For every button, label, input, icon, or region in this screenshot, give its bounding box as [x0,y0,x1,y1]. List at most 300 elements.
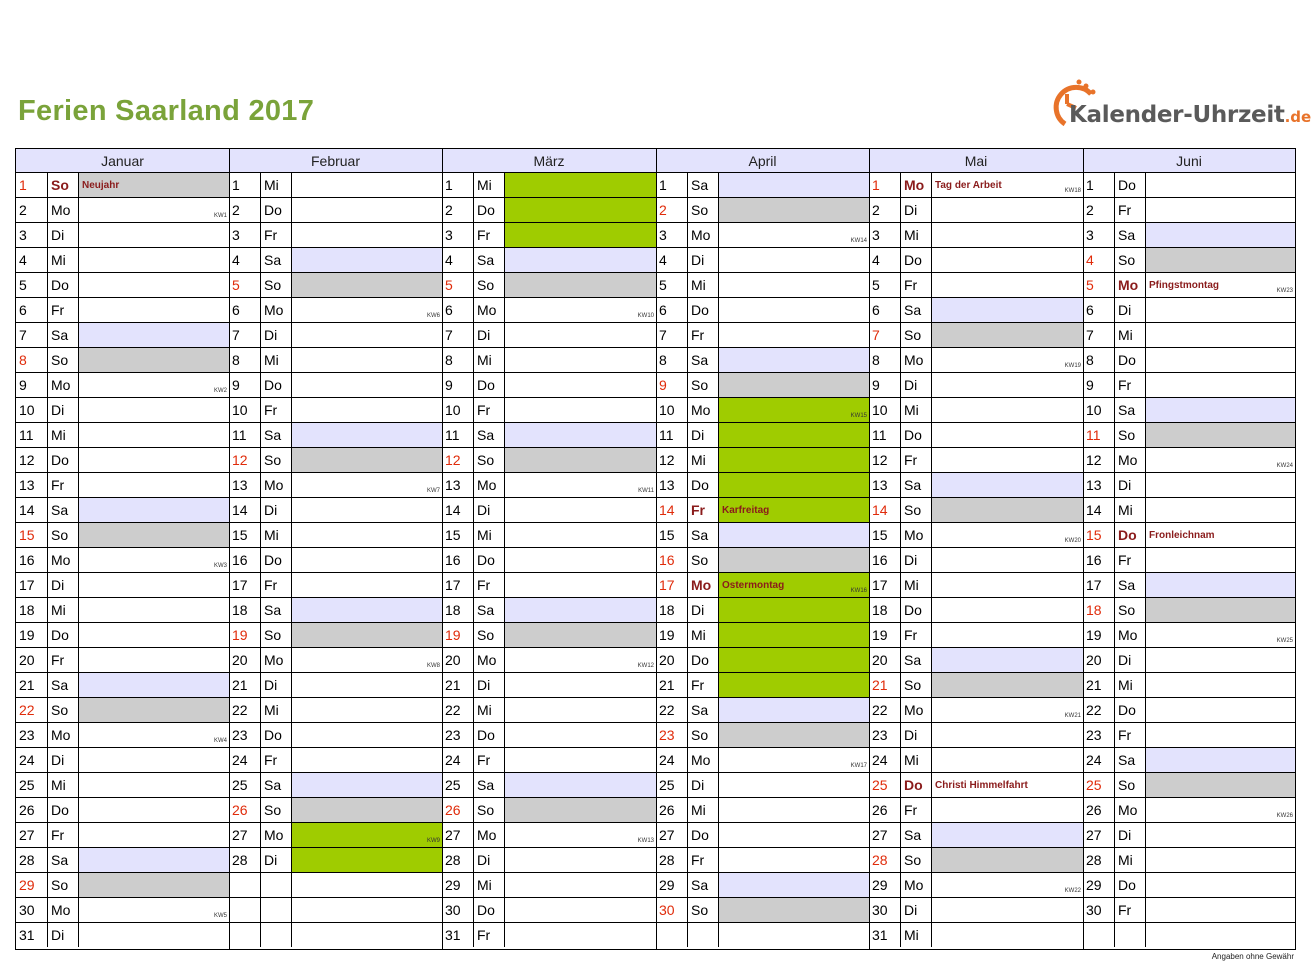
day-note [931,923,1083,947]
day-number: 15 [659,527,675,543]
weekday: Mo [900,173,931,197]
day-note [1145,473,1295,497]
weekday: Mi [900,748,931,772]
calendar-week-label: KW17 [850,763,867,769]
day-number: 5 [19,277,27,293]
day-note [1145,698,1295,722]
day-row [16,423,229,448]
weekday: Mo [1114,798,1145,822]
weekday: Mo [473,473,504,497]
day-row [16,273,229,298]
day-number: 4 [872,252,880,268]
day-note [291,623,442,647]
weekday: Fr [473,748,504,772]
day-note [718,573,869,597]
day-note [1145,423,1295,447]
day-number: 9 [232,377,240,393]
day-row [656,448,869,473]
day-number: 22 [872,702,888,718]
day-number: 24 [659,752,675,768]
day-note [931,198,1083,222]
day-number: 18 [872,602,888,618]
weekday: Di [260,498,291,522]
weekday: Fr [47,648,78,672]
calendar-week-label: KW9 [426,838,440,844]
day-row [229,573,442,598]
day-row [229,548,442,573]
day-note [1145,598,1295,622]
calendar-week-label: KW6 [426,313,440,319]
weekday [1114,923,1145,947]
day-number: 10 [659,402,675,418]
weekday: Do [47,798,78,822]
day-note [931,373,1083,397]
day-note [1145,623,1295,647]
weekday: Mi [473,348,504,372]
weekday: Do [260,198,291,222]
day-row [229,798,442,823]
day-number: 24 [445,752,461,768]
day-number: 28 [19,852,35,868]
day-number: 12 [659,452,675,468]
day-row [229,673,442,698]
day-number: 13 [872,477,888,493]
day-number: 29 [1086,877,1102,893]
day-number: 6 [232,302,240,318]
day-number: 23 [232,727,248,743]
day-row [1083,548,1295,573]
day-row [16,773,229,798]
day-number: 19 [232,627,248,643]
day-note [1145,223,1295,247]
day-note [291,798,442,822]
weekday: Mi [473,173,504,197]
day-row [1083,198,1295,223]
day-row [16,648,229,673]
day-number: 7 [1086,327,1094,343]
day-note [504,873,656,897]
weekday: Mi [260,523,291,547]
day-note [1145,873,1295,897]
day-row [16,498,229,523]
day-row [442,548,656,573]
day-row [229,323,442,348]
weekday: So [260,623,291,647]
day-note [931,623,1083,647]
weekday: Sa [473,598,504,622]
day-note [931,523,1083,547]
weekday: Di [1114,648,1145,672]
weekday: So [1114,598,1145,622]
weekday: So [1114,248,1145,272]
day-note [78,423,229,447]
day-row [16,898,229,923]
weekday: Fr [687,323,718,347]
day-note [291,648,442,672]
day-note [931,573,1083,597]
day-row [16,198,229,223]
day-note [78,598,229,622]
day-number: 24 [19,752,35,768]
day-number: 2 [232,202,240,218]
day-note [504,773,656,797]
weekday: So [473,273,504,297]
day-number: 22 [19,702,35,718]
month-header: Mai [869,149,1083,173]
weekday: Sa [900,298,931,322]
day-row [229,398,442,423]
weekday: Di [47,398,78,422]
day-note [931,448,1083,472]
weekday: Di [900,373,931,397]
month-header: Januar [16,149,229,173]
day-row [1083,673,1295,698]
day-number: 6 [445,302,453,318]
day-row [16,673,229,698]
weekday: Fr [1114,198,1145,222]
day-note [1145,548,1295,572]
day-note [931,673,1083,697]
day-note [1145,723,1295,747]
weekday: Mi [260,698,291,722]
day-row [869,173,1083,198]
day-row [442,823,656,848]
day-row [1083,723,1295,748]
day-number [229,923,260,947]
day-row [229,223,442,248]
day-number: 2 [659,202,667,218]
weekday: Di [687,598,718,622]
day-row [16,723,229,748]
day-row [656,548,869,573]
weekday: So [1114,773,1145,797]
calendar-week-label: KW24 [1276,463,1293,469]
day-number: 21 [872,677,888,693]
day-number: 27 [19,827,35,843]
weekday: Mi [473,698,504,722]
day-note [1145,273,1295,297]
day-note [931,898,1083,922]
weekday: Mi [473,523,504,547]
day-number: 30 [659,902,675,918]
day-number: 12 [445,452,461,468]
day-number: 5 [232,277,240,293]
day-row [16,698,229,723]
weekday: Do [473,723,504,747]
day-note [504,398,656,422]
month-divider [1083,149,1084,949]
day-row [442,848,656,873]
holiday-name: Christi Himmelfahrt [935,780,1028,791]
day-note [504,798,656,822]
day-row [1083,273,1295,298]
day-row [656,873,869,898]
weekday: Mo [687,398,718,422]
day-row [1083,698,1295,723]
weekday: Sa [687,173,718,197]
day-number: 9 [1086,377,1094,393]
day-note [504,298,656,322]
calendar-week-label: KW1 [213,213,227,219]
day-number: 1 [1086,177,1094,193]
day-row [869,498,1083,523]
day-row [442,448,656,473]
weekday: Di [47,748,78,772]
day-note [1145,323,1295,347]
day-note [718,798,869,822]
day-number: 14 [1086,502,1102,518]
day-note [291,173,442,197]
day-number: 26 [659,802,675,818]
day-row [229,423,442,448]
day-number: 12 [1086,452,1102,468]
day-note [504,348,656,372]
day-note [931,248,1083,272]
day-row [229,173,442,198]
day-number: 29 [19,877,35,893]
weekday: Sa [473,423,504,447]
day-row [442,323,656,348]
weekday: Di [473,498,504,522]
day-note [504,223,656,247]
day-row [869,648,1083,673]
day-note [78,673,229,697]
weekday: Do [900,248,931,272]
day-number: 15 [1086,527,1102,543]
day-note [78,873,229,897]
weekday: Fr [473,398,504,422]
day-row [16,223,229,248]
day-row [229,648,442,673]
weekday: So [47,173,78,197]
weekday: So [900,498,931,522]
day-note [291,723,442,747]
day-row [1083,248,1295,273]
day-note [78,823,229,847]
day-number: 6 [872,302,880,318]
weekday: Di [900,898,931,922]
day-row [656,823,869,848]
day-note [78,773,229,797]
day-number: 10 [445,402,461,418]
weekday: Do [1114,523,1145,547]
day-note [78,623,229,647]
day-number: 15 [232,527,248,543]
day-row [656,648,869,673]
day-row [869,323,1083,348]
day-row [229,923,442,948]
weekday: Do [687,823,718,847]
day-number: 11 [445,427,460,443]
day-number: 5 [445,277,453,293]
day-row [442,473,656,498]
day-row [1083,498,1295,523]
day-note [78,523,229,547]
day-number: 21 [659,677,675,693]
day-note [504,823,656,847]
day-number [229,873,260,897]
day-number: 30 [872,902,888,918]
day-number: 30 [445,902,461,918]
day-row [442,598,656,623]
weekday: Sa [900,648,931,672]
day-row [442,348,656,373]
weekday: Sa [260,598,291,622]
day-note [718,498,869,522]
day-number: 1 [445,177,453,193]
calendar-week-label: KW18 [1064,188,1081,194]
day-row [229,373,442,398]
weekday: Mo [260,298,291,322]
day-number: 20 [19,652,35,668]
day-number: 28 [232,852,248,868]
day-row [442,523,656,548]
day-row [1083,923,1295,948]
weekday: Di [687,773,718,797]
day-note [78,223,229,247]
weekday: Sa [687,698,718,722]
day-note [931,273,1083,297]
day-number: 2 [1086,202,1094,218]
weekday: Mi [900,923,931,947]
day-note [931,548,1083,572]
day-note [718,323,869,347]
day-note [78,198,229,222]
day-number: 8 [1086,352,1094,368]
day-row [1083,748,1295,773]
day-row [229,873,442,898]
day-note [291,423,442,447]
day-row [869,248,1083,273]
calendar-week-label: KW13 [637,838,654,844]
day-note [291,498,442,522]
weekday: Do [47,273,78,297]
weekday: Fr [260,573,291,597]
day-note [504,573,656,597]
day-note [291,823,442,847]
weekday: Di [1114,473,1145,497]
day-row [16,848,229,873]
day-number: 13 [1086,477,1102,493]
day-number: 10 [1086,402,1102,418]
weekday: Sa [687,348,718,372]
day-note [504,723,656,747]
day-number: 27 [445,827,461,843]
day-note [504,448,656,472]
day-number: 4 [445,252,453,268]
weekday: Do [687,298,718,322]
day-row [869,598,1083,623]
day-row [229,848,442,873]
weekday: Mi [687,273,718,297]
day-row [869,398,1083,423]
day-row [229,698,442,723]
weekday: Sa [47,498,78,522]
weekday: Mi [900,398,931,422]
weekday: Fr [900,448,931,472]
weekday: Mo [47,373,78,397]
weekday: Mo [900,873,931,897]
day-note [504,523,656,547]
day-row [229,523,442,548]
day-row [1083,323,1295,348]
disclaimer: Angaben ohne Gewähr [1211,952,1294,961]
day-note [931,798,1083,822]
day-note [931,323,1083,347]
day-number: 26 [872,802,888,818]
day-row [869,523,1083,548]
day-number: 4 [19,252,27,268]
day-row [442,248,656,273]
day-note [718,523,869,547]
day-note [718,248,869,272]
day-note [78,473,229,497]
day-row [229,298,442,323]
day-number: 5 [872,277,880,293]
day-note [504,273,656,297]
day-row [656,798,869,823]
day-row [16,173,229,198]
day-number: 25 [19,777,35,793]
day-note [1145,648,1295,672]
month-header: April [656,149,869,173]
weekday: So [260,798,291,822]
day-note [1145,498,1295,522]
day-row [869,623,1083,648]
day-row [442,773,656,798]
weekday: Di [900,548,931,572]
day-note [504,548,656,572]
day-note [1145,373,1295,397]
day-number: 1 [232,177,240,193]
day-row [1083,648,1295,673]
weekday: Di [47,223,78,247]
day-note [1145,573,1295,597]
day-number: 12 [232,452,248,468]
day-number: 3 [19,227,27,243]
weekday: Mo [900,523,931,547]
day-note [78,748,229,772]
day-number: 3 [1086,227,1094,243]
weekday: Mo [1114,623,1145,647]
day-number: 10 [872,402,888,418]
day-row [869,473,1083,498]
weekday: Mi [687,798,718,822]
day-note [291,748,442,772]
weekday: Fr [687,848,718,872]
day-note [931,173,1083,197]
weekday: Sa [473,773,504,797]
weekday: So [473,448,504,472]
day-row [656,348,869,373]
weekday: Di [260,323,291,347]
day-number: 4 [659,252,667,268]
day-note [78,848,229,872]
day-note [291,198,442,222]
day-row [16,548,229,573]
day-number: 2 [872,202,880,218]
weekday: Fr [47,298,78,322]
day-note [931,723,1083,747]
day-number: 20 [445,652,461,668]
weekday: Mo [47,198,78,222]
calendar-week-label: KW3 [213,563,227,569]
day-note [1145,348,1295,372]
weekday: Mo [473,648,504,672]
day-note [718,923,869,947]
weekday: Do [473,548,504,572]
day-row [656,248,869,273]
